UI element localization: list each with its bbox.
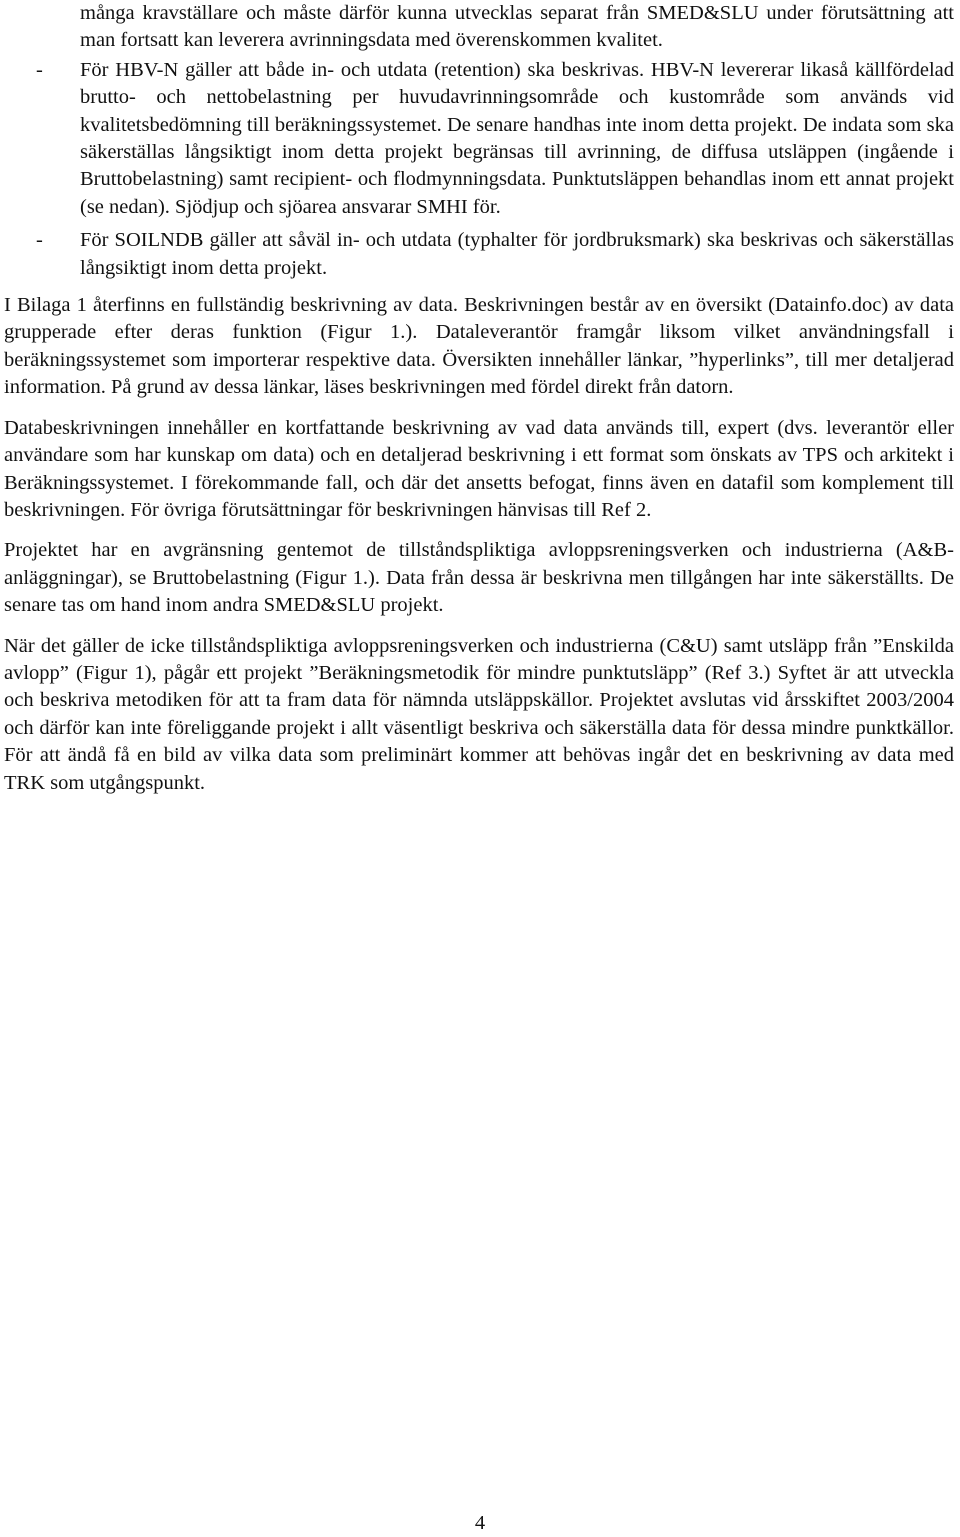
continuation-paragraph: många kravställare och måste därför kunna utvecklas separat från SMED&SLU under förutsättning att man fortsatt kan leverera avrinningsdata med överenskommen kvalitet. <box>80 2 954 52</box>
paragraph-icke-tillstandspliktiga: När det gäller de icke tillståndspliktiga avloppsreningsverken och industrierna (C&U) samt utsläpp från ”Enskilda avlopp” (Figur 1), pågår ett projekt ”Beräkningsmetodik för mindre punktutsläpp” (Ref 3.) Syftet är att utveckla och beskriva metodiken för att ta fram data för nämnda utsläppskällor. Projektet avslutas vid årsskiftet 2003/2004 och därför kan inte föreliggande projekt i allt väsentligt beskriva och säkerställa data för dessa mindre punktkällor. För att ändå få en bild av vilka data som preliminärt kommer att behövas ingår det en beskrivning av data med TRK som utgångspunkt. <box>4 634 954 794</box>
paragraph-avgransning: Projektet har en avgränsning gentemot de tillståndspliktiga avloppsreningsverken och industrierna (A&B-anläggningar), se Bruttobelastning (Figur 1.). Data från dessa är beskrivna men tillgången har inte säkerställts. De senare tas om hand inom andra SMED&SLU projekt. <box>4 539 954 617</box>
bullet-dash: - <box>36 58 43 81</box>
paragraph-bilaga: I Bilaga 1 återfinns en fullständig beskrivning av data. Beskrivningen består av en översikt (Datainfo.doc) av data grupperade efter deras funktion (Figur 1.). Dataleverantör framgår liksom vilket användningsfall i beräkningssystemet som importerar respektive data. Översikten innehåller länkar, ”hyperlinks”, till mer detaljerad information. På grund av dessa länkar, läses beskrivningen med fördel direkt från datorn. <box>4 294 954 399</box>
bullet-item-hbv-n <box>4 57 954 221</box>
page-content <box>4 0 954 797</box>
bullet-dash: - <box>36 229 43 252</box>
bullet-item-soilndb <box>4 227 954 282</box>
bullet-text: För SOILNDB gäller att såväl in- och utdata (typhalter för jordbruksmark) ska beskrivas och säkerställas långsiktigt inom detta projekt. <box>80 229 954 279</box>
bullet-text: För HBV-N gäller att både in- och utdata (retention) ska beskrivas. HBV-N levererar likaså källfördelad brutto- och nettobelastning per huvudavrinningsområde och kustområde som används vid kvalitetsbedömning till beräkningssystemet. De senare handhas inte inom detta projekt. De indata som ska säkerställas långsiktigt inom detta projekt begränsas till avrinning, de diffusa utsläppen (ingående i Bruttobelastning) samt recipient- och flodmynningsdata. Punktutsläppen behandlas inom ett annat projekt (se nedan). Sjödjup och sjöarea ansvarar SMHI för. <box>80 58 954 218</box>
paragraph-databeskrivning: Databeskrivningen innehåller en kortfattande beskrivning av vad data används till, expert (dvs. leverantör eller användare som har kunskap om data) och en detaljerad beskrivning i ett format som önskats av TPS och arkitekt i Beräkningssystemet. I förekommande fall, och där det ansetts befogat, finns även en datafil som komplement till beskrivningen. För övriga förutsättningar för beskrivningen hänvisas till Ref 2. <box>4 416 954 521</box>
page-number: 4 <box>474 1512 486 1534</box>
